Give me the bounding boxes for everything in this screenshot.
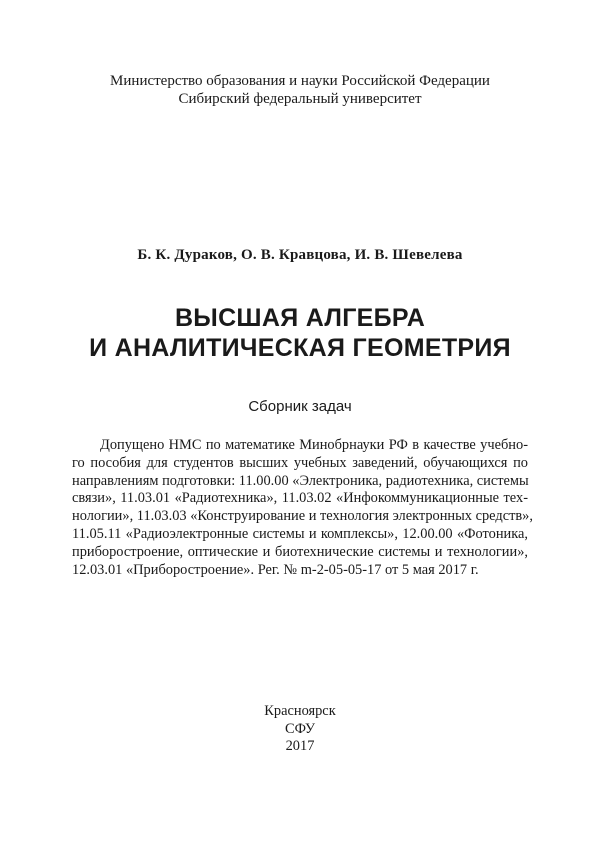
publication-info bbox=[0, 703, 600, 756]
approval-line-3: направлениям подготовки: 11.00.00 «Электроника, радиотехника, системы bbox=[72, 472, 529, 489]
approval-statement bbox=[72, 437, 533, 579]
book-title-line-2: И АНАЛИТИЧЕСКАЯ ГЕОМЕТРИЯ bbox=[89, 334, 511, 362]
approval-line-4: связи», 11.03.01 «Радиотехника», 11.03.02 «Инфокоммуникационные тех- bbox=[72, 490, 528, 507]
book-title bbox=[0, 303, 600, 363]
approval-line-2: го пособия для студентов высших учебных заведений, обучающихся по bbox=[72, 454, 528, 471]
authors: Б. К. Дураков, О. В. Кравцова, И. В. Шевелева bbox=[137, 247, 463, 263]
publisher-name: СФУ bbox=[284, 720, 316, 737]
approval-line-1: Допущено НМС по математике Минобрнауки РФ в качестве учебно- bbox=[100, 437, 528, 453]
publication-year: 2017 bbox=[285, 738, 315, 754]
university-name: Сибирский федеральный университет bbox=[178, 91, 422, 107]
institution-header bbox=[0, 72, 600, 108]
approval-line-8: 12.03.01 «Приборостроение». Рег. № m-2-05-05-17 от 5 мая 2017 г. bbox=[72, 561, 479, 578]
approval-line-5: нологии», 11.03.03 «Конструирование и технология электронных средств», bbox=[72, 508, 533, 525]
approval-line-7: приборостроение, оптические и биотехнические системы и технологии», bbox=[72, 543, 528, 560]
publication-city: Красноярск bbox=[264, 703, 336, 719]
book-title-line-1: ВЫСШАЯ АЛГЕБРА bbox=[174, 304, 426, 332]
book-subtitle: Сборник задач bbox=[248, 398, 352, 415]
approval-line-6: 11.05.11 «Радиоэлектронные системы и комплексы», 12.00.00 «Фотоника, bbox=[72, 525, 528, 542]
ministry-name: Министерство образования и науки Российской Федерации bbox=[110, 73, 490, 89]
